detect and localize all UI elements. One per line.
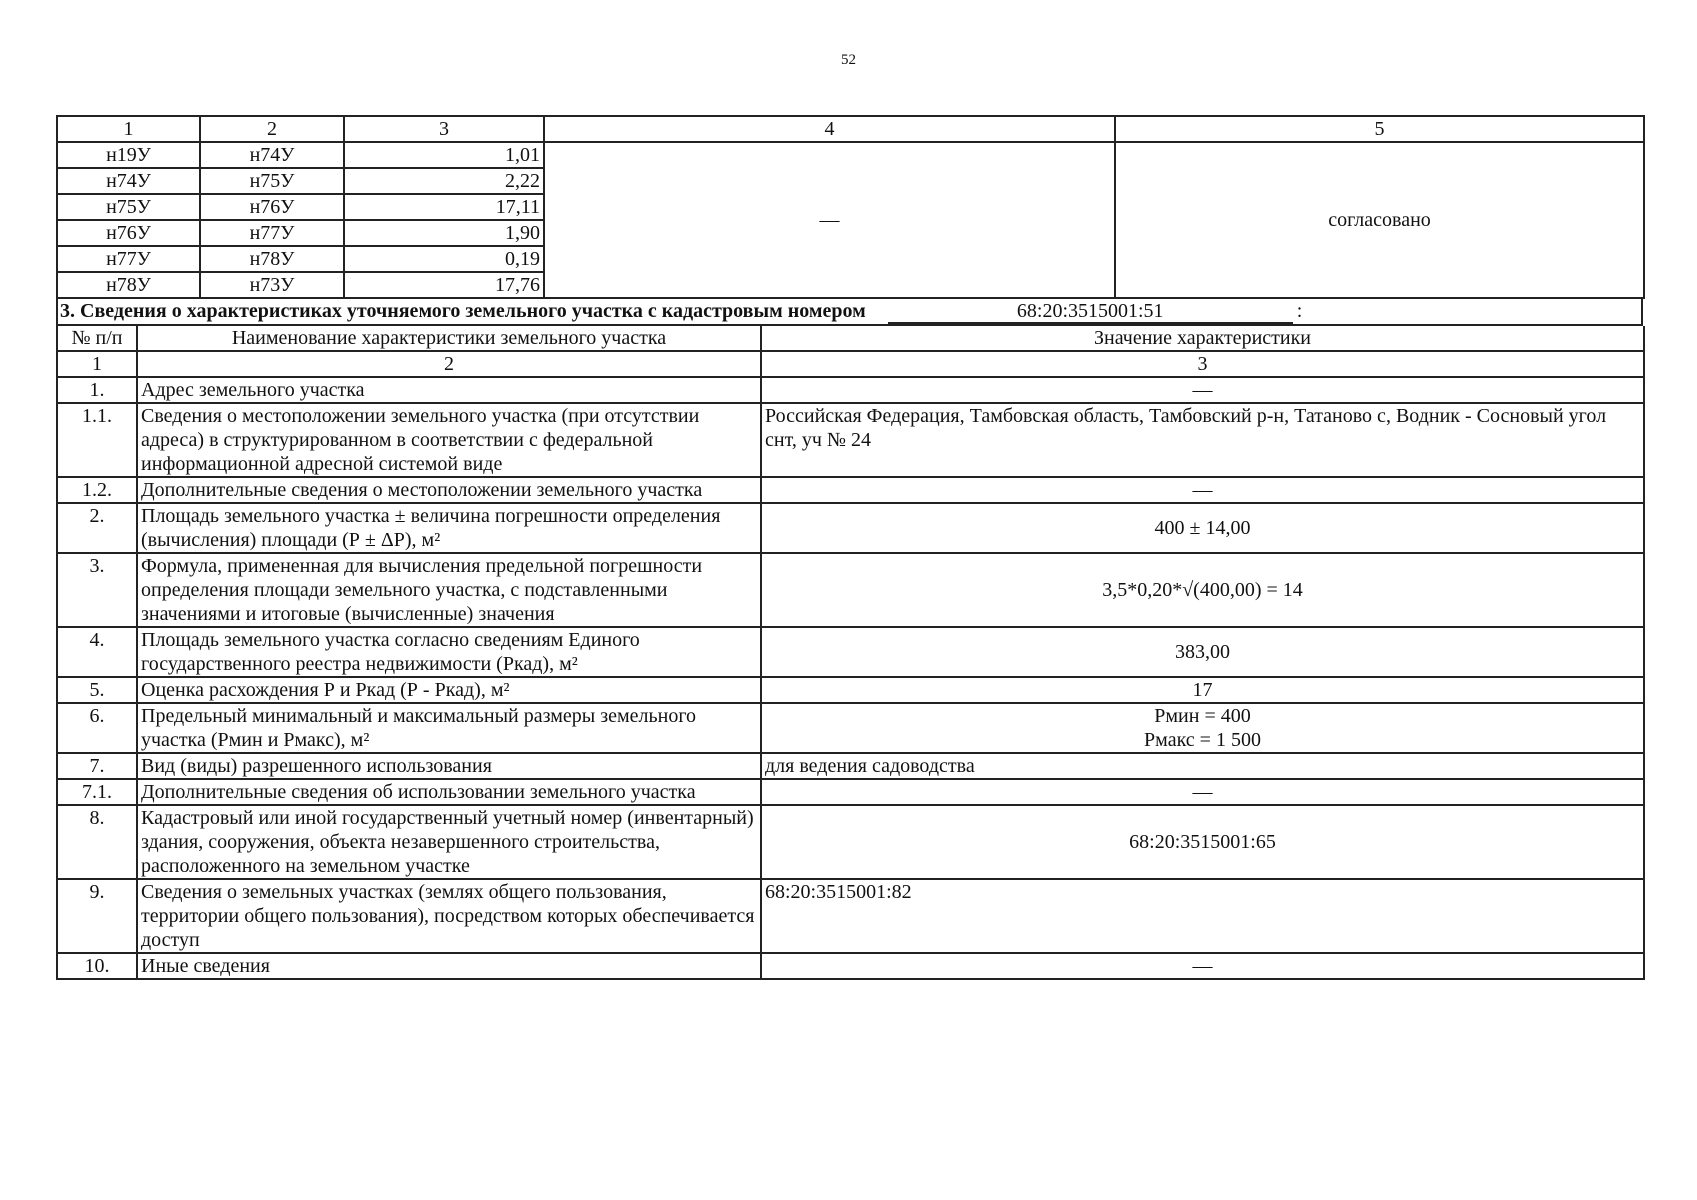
row-number: 7. <box>57 753 137 779</box>
table-row <box>57 753 1644 779</box>
characteristic-value: 400 ± 14,00 <box>761 503 1644 553</box>
cadastral-number: 68:20:3515001:51 <box>888 300 1293 324</box>
table-row <box>57 703 1644 753</box>
row-number: 6. <box>57 703 137 753</box>
segment-length: 17,11 <box>344 194 544 220</box>
point-to: н78У <box>200 246 344 272</box>
row-number: 1.1. <box>57 403 137 477</box>
row-number: 10. <box>57 953 137 979</box>
characteristic-value: для ведения садоводства <box>761 753 1644 779</box>
subheader-cell: 1 <box>57 351 137 377</box>
point-from: н74У <box>57 168 200 194</box>
point-from: н75У <box>57 194 200 220</box>
max-size-value: Рмакс = 1 500 <box>1144 729 1261 751</box>
characteristic-name: Формула, примененная для вычисления предельной погрешности определения площади земельного участка, с подставленными значениями и итоговые (вычисленные) значения <box>137 553 761 627</box>
characteristic-name: Дополнительные сведения об использовании земельного участка <box>137 779 761 805</box>
characteristic-value: — <box>761 377 1644 403</box>
table-row <box>57 879 1644 953</box>
characteristic-name: Сведения о местоположении земельного участка (при отсутствии адреса) в структурированном в соответствии с федеральной информационной адресной системой виде <box>137 403 761 477</box>
page-number: 52 <box>841 52 856 68</box>
boundary-header-row <box>57 116 1644 142</box>
row-number: 2. <box>57 503 137 553</box>
row-number: 1.2. <box>57 477 137 503</box>
characteristic-name: Оценка расхождения Р и Ркад (Р - Ркад), м² <box>137 677 761 703</box>
section3-title-table <box>56 299 1643 326</box>
header-cell: 1 <box>57 116 200 142</box>
characteristics-subheader-row <box>57 351 1644 377</box>
header-cell: Наименование характеристики земельного участка <box>137 326 761 351</box>
title-colon: : <box>1296 300 1303 322</box>
table-row <box>57 403 1644 477</box>
characteristic-value: — <box>761 779 1644 805</box>
header-cell: № п/п <box>57 326 137 351</box>
characteristic-name: Сведения о земельных участках (землях общего пользования, территории общего пользования), посредством которых обеспечивается доступ <box>137 879 761 953</box>
row-number: 8. <box>57 805 137 879</box>
point-from: н78У <box>57 272 200 298</box>
row-number: 9. <box>57 879 137 953</box>
header-cell: 4 <box>544 116 1115 142</box>
header-cell: 5 <box>1115 116 1644 142</box>
row-number: 5. <box>57 677 137 703</box>
table-row <box>57 477 1644 503</box>
boundary-table <box>56 115 1645 299</box>
table-row <box>57 805 1644 879</box>
characteristics-header-row <box>57 326 1644 351</box>
characteristic-name: Вид (виды) разрешенного использования <box>137 753 761 779</box>
characteristic-value: 68:20:3515001:65 <box>761 805 1644 879</box>
col4-merged-cell: — <box>544 142 1115 298</box>
row-number: 7.1. <box>57 779 137 805</box>
table-row <box>57 553 1644 627</box>
point-to: н74У <box>200 142 344 168</box>
characteristic-value <box>761 703 1644 753</box>
table-row <box>57 953 1644 979</box>
row-number: 4. <box>57 627 137 677</box>
characteristic-value: — <box>761 953 1644 979</box>
characteristic-value: Российская Федерация, Тамбовская область, Тамбовский р-н, Татаново с, Водник - Сосновый угол снт, уч № 24 <box>761 403 1644 477</box>
characteristic-name: Площадь земельного участка согласно сведениям Единого государственного реестра недвижимости (Ркад), м² <box>137 627 761 677</box>
table-row <box>57 677 1644 703</box>
characteristic-value: 68:20:3515001:82 <box>761 879 1644 953</box>
header-cell: Значение характеристики <box>761 326 1644 351</box>
table-row <box>57 627 1644 677</box>
characteristic-name: Адрес земельного участка <box>137 377 761 403</box>
table-row <box>57 503 1644 553</box>
point-to: н76У <box>200 194 344 220</box>
col5-merged-cell: согласовано <box>1115 142 1644 298</box>
segment-length: 0,19 <box>344 246 544 272</box>
subheader-cell: 3 <box>761 351 1644 377</box>
section-title: 3. Сведения о характеристиках уточняемого земельного участка с кадастровым номером <box>60 300 866 322</box>
segment-length: 17,76 <box>344 272 544 298</box>
document-sheet <box>56 115 1643 980</box>
characteristic-name: Иные сведения <box>137 953 761 979</box>
segment-length: 1,90 <box>344 220 544 246</box>
characteristic-value: 383,00 <box>761 627 1644 677</box>
point-from: н76У <box>57 220 200 246</box>
segment-length: 1,01 <box>344 142 544 168</box>
table-row <box>57 779 1644 805</box>
characteristic-name: Кадастровый или иной государственный учетный номер (инвентарный) здания, сооружения, объекта незавершенного строительства, расположенного на земельном участке <box>137 805 761 879</box>
characteristic-name: Дополнительные сведения о местоположении земельного участка <box>137 477 761 503</box>
header-cell: 2 <box>200 116 344 142</box>
point-from: н77У <box>57 246 200 272</box>
point-from: н19У <box>57 142 200 168</box>
table-row <box>57 377 1644 403</box>
characteristics-table <box>56 326 1645 980</box>
characteristic-value: 3,5*0,20*√(400,00) = 14 <box>761 553 1644 627</box>
table-row <box>57 142 1644 168</box>
row-number: 3. <box>57 553 137 627</box>
row-number: 1. <box>57 377 137 403</box>
characteristic-value: — <box>761 477 1644 503</box>
segment-length: 2,22 <box>344 168 544 194</box>
section-title-cell <box>57 299 1642 325</box>
subheader-cell: 2 <box>137 351 761 377</box>
min-size-value: Рмин = 400 <box>1154 705 1251 727</box>
characteristic-value: 17 <box>761 677 1644 703</box>
point-to: н77У <box>200 220 344 246</box>
point-to: н73У <box>200 272 344 298</box>
characteristic-name: Площадь земельного участка ± величина погрешности определения (вычисления) площади (Р ± ΔР), м² <box>137 503 761 553</box>
characteristic-name: Предельный минимальный и максимальный размеры земельного участка (Рмин и Рмакс), м² <box>137 703 761 753</box>
point-to: н75У <box>200 168 344 194</box>
header-cell: 3 <box>344 116 544 142</box>
